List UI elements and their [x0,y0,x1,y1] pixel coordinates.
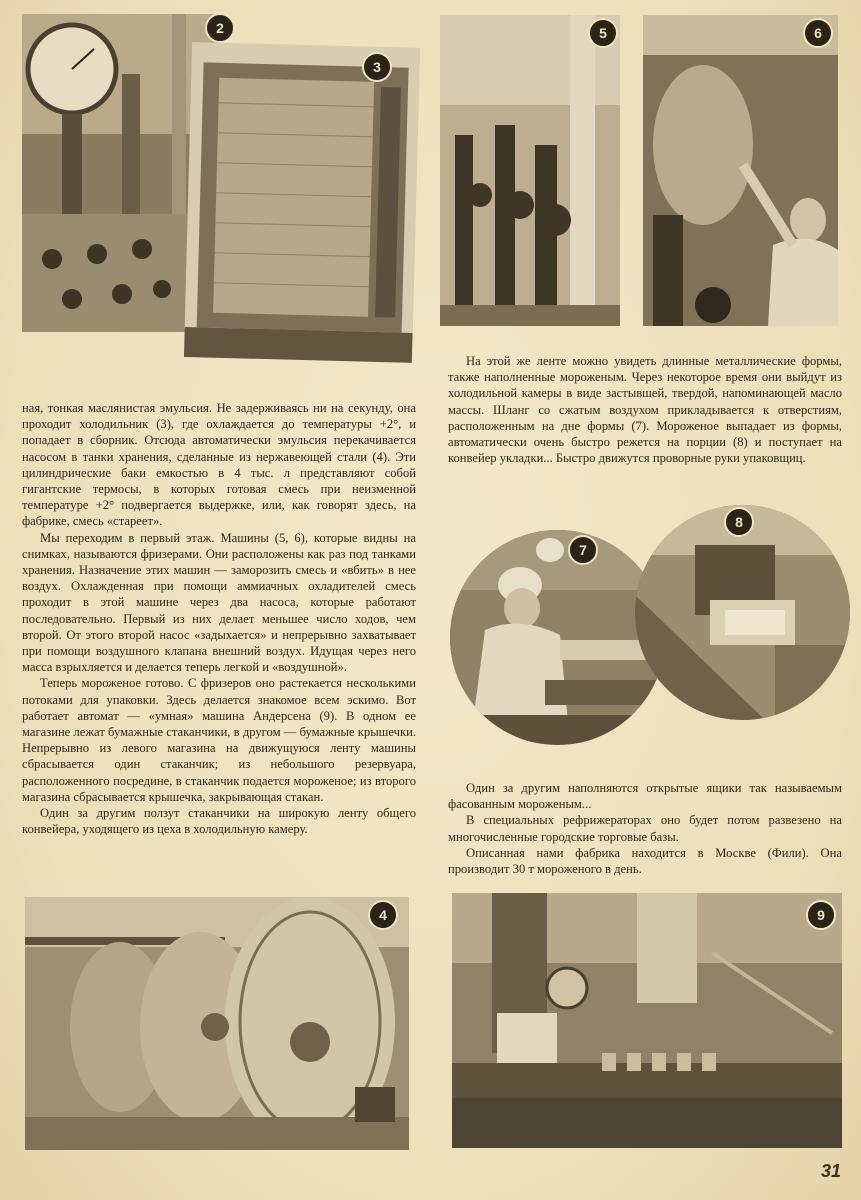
photo-number-badge: 8 [724,507,754,537]
article-left-column [22,400,416,878]
paragraph: Описанная нами фабрика находится в Москве (Фили). Она производит 30 т мороженого в день. [448,845,842,877]
photo-andersen-machine [452,893,842,1148]
photo-cutting-machine [635,505,850,720]
paragraph: На этой же ленте можно увидеть длинные металлические формы, также наполненные мороженым. Через некоторое время они выйдут из холодильной камеры в виде застывшей, твердой, напоминающей масло массы. Шланг со сжатым воздухом прикладывается к отверстиям, расположенным на дне формы (7). Мороженое выпадает из формы, автоматически очень быстро режется на порции (8) и поступает на конвейер укладки... Быстро движутся проворные руки упаковщиц. [448,354,842,466]
photo-number-badge: 5 [588,18,618,48]
paragraph: Один за другим наполняются открытые ящики так называемым фасованным мороженым... [448,781,842,812]
paragraph: ная, тонкая маслянистая эмульсия. Не задерживаясь ни на секунду, она проходит холодильник (3), где охлаждается до температуры +2°, и попадает в сборник. Отсюда автоматически эмульсия перекачивается насосом в танки хранения, сделанные из нержавеющей стали (4). Эти цилиндрические баки емкостью в 4 тыс. л представляют собой гигантские термосы, в которых готовая смесь при неизменной температуре +2° подвергается выдержке, или, как говорят здесь, на фабрике, смесь «стареет». [22,401,416,529]
photo-number-badge: 6 [803,18,833,48]
photo-cooler [184,42,420,363]
paragraph: Теперь мороженое готово. С фризеров оно растекается несколькими потоками для упаковки. Здесь делается знакомое всем эскимо. Вот работает автомат — «умная» машина Андерсена (9). В одном ее магазине лежат бумажные стаканчики, в другом — бумажные крышечки. Непрерывно из левого магазина на движущуюся ленту машины сбрасывается один стаканчик; из небольшого резервуара, расположенного посредине, в стаканчик подается мороженое; из второго магазина сбрасывается крышечка, закрывающая стакан. [22,676,416,804]
photo-number-badge: 7 [568,535,598,565]
article-right-column-bottom [448,780,842,880]
photo-workers-forms [450,530,665,745]
photo-freezers-row [440,15,620,326]
photo-number-badge: 4 [368,900,398,930]
photo-number-badge: 9 [806,900,836,930]
paragraph: Мы переходим в первый этаж. Машины (5, 6), которые видны на снимках, называются фризерами. Они расположены как раз под танками хранения. Назначение этих машин — заморозить смесь и «вбить» в нее воздух. Охлажденная при помощи аммиачных охладителей смесь проходит в этой машине через два насоса, которые работают последовательно. Первый из них делает меньшее число ходов, чем второй. От этого второй насос «задыхается» и непрерывно захватывает при помощи воздушного клапана внешний воздух. Идущая через него масса взрыхляется и делается теперь легкой и «воздушной». [22,530,416,675]
paragraph: В специальных рефрижераторах оно будет потом развезено на многочисленные городские торговые базы. [448,813,842,844]
article-right-column-top [448,353,842,493]
photo-storage-tanks [25,897,409,1150]
photo-number-badge: 3 [362,52,392,82]
photo-number-badge: 2 [205,13,235,43]
page-number: 31 [820,1161,841,1181]
photo-freezer-worker [643,15,838,326]
paragraph: Один за другим ползут стаканчики на широкую ленту общего конвейера, уходящего из цеха в холодильную камеру. [22,806,416,837]
